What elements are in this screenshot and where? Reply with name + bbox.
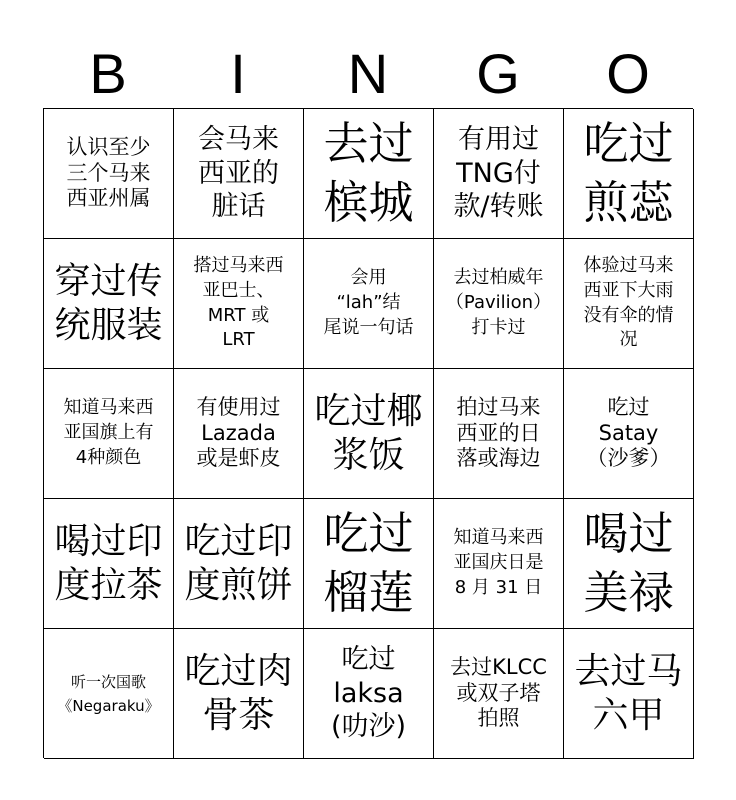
cell-text: 搭过马来西 亚巴士、 MRT 或 LRT xyxy=(193,254,284,351)
header-letter-b: B xyxy=(89,42,127,105)
bingo-cell[interactable] xyxy=(434,629,564,759)
bingo-cell[interactable] xyxy=(434,499,564,629)
bingo-header xyxy=(43,40,693,108)
cell-text: 体验过马来 西亚下大雨 没有伞的情 况 xyxy=(583,254,674,351)
bingo-cell[interactable] xyxy=(564,369,694,499)
cell-text: 会用 “lah”结 尾说一句话 xyxy=(323,267,414,338)
bingo-cell[interactable] xyxy=(564,239,694,369)
bingo-cell[interactable] xyxy=(44,499,174,629)
cell-text: 会马来 西亚的 脏话 xyxy=(198,123,279,223)
cell-text: 吃过肉 骨茶 xyxy=(184,651,293,736)
bingo-cell[interactable] xyxy=(304,369,434,499)
cell-text: 去过马 六甲 xyxy=(574,651,683,736)
cell-text: 吃过 榴莲 xyxy=(323,507,414,619)
bingo-grid xyxy=(43,108,693,758)
bingo-cell[interactable] xyxy=(564,629,694,759)
cell-text: 听一次国歌 《Negaraku》 xyxy=(57,672,160,715)
cell-text: 去过 槟城 xyxy=(323,117,414,229)
bingo-cell[interactable] xyxy=(44,369,174,499)
header-letter-i: I xyxy=(230,42,246,105)
bingo-cell[interactable] xyxy=(304,109,434,239)
header-letter-g: G xyxy=(476,42,520,105)
cell-text: 喝过 美禄 xyxy=(583,507,674,619)
bingo-cell[interactable] xyxy=(304,239,434,369)
bingo-cell[interactable] xyxy=(174,239,304,369)
cell-text: 知道马来西 亚国庆日是 8 月 31 日 xyxy=(453,527,544,598)
header-letter-n: N xyxy=(347,42,389,105)
cell-text: 吃过印 度煎饼 xyxy=(184,521,293,606)
cell-text: 吃过 Satay （沙爹） xyxy=(586,395,671,471)
bingo-cell[interactable] xyxy=(564,109,694,239)
bingo-cell[interactable] xyxy=(564,499,694,629)
cell-text: 去过柏威年 （Pavilion） 打卡过 xyxy=(445,267,552,338)
bingo-cell[interactable] xyxy=(434,369,564,499)
cell-text: 喝过印 度拉茶 xyxy=(54,521,163,606)
cell-text: 吃过 煎蕊 xyxy=(583,117,674,229)
cell-text: 认识至少 三个马来 西亚州属 xyxy=(66,135,151,211)
cell-text: 去过KLCC 或双子塔 拍照 xyxy=(450,655,547,731)
bingo-cell[interactable] xyxy=(44,239,174,369)
bingo-cell[interactable] xyxy=(434,239,564,369)
bingo-cell[interactable] xyxy=(174,629,304,759)
cell-text: 穿过传 统服装 xyxy=(54,261,163,346)
bingo-cell[interactable] xyxy=(304,629,434,759)
cell-text: 吃过椰 浆饭 xyxy=(314,391,423,476)
bingo-cell[interactable] xyxy=(44,629,174,759)
cell-text: 知道马来西 亚国旗上有 4种颜色 xyxy=(63,397,154,468)
bingo-cell[interactable] xyxy=(174,499,304,629)
bingo-cell[interactable] xyxy=(174,369,304,499)
bingo-cell[interactable] xyxy=(174,109,304,239)
cell-text: 吃过 laksa (叻沙) xyxy=(330,643,407,743)
bingo-cell[interactable] xyxy=(434,109,564,239)
cell-text: 拍过马来 西亚的日 落或海边 xyxy=(456,395,541,471)
header-letter-o: O xyxy=(606,42,650,105)
cell-text: 有用过 TNG付 款/转账 xyxy=(453,123,544,223)
bingo-cell[interactable] xyxy=(304,499,434,629)
cell-text: 有使用过 Lazada 或是虾皮 xyxy=(196,395,281,471)
bingo-cell[interactable] xyxy=(44,109,174,239)
